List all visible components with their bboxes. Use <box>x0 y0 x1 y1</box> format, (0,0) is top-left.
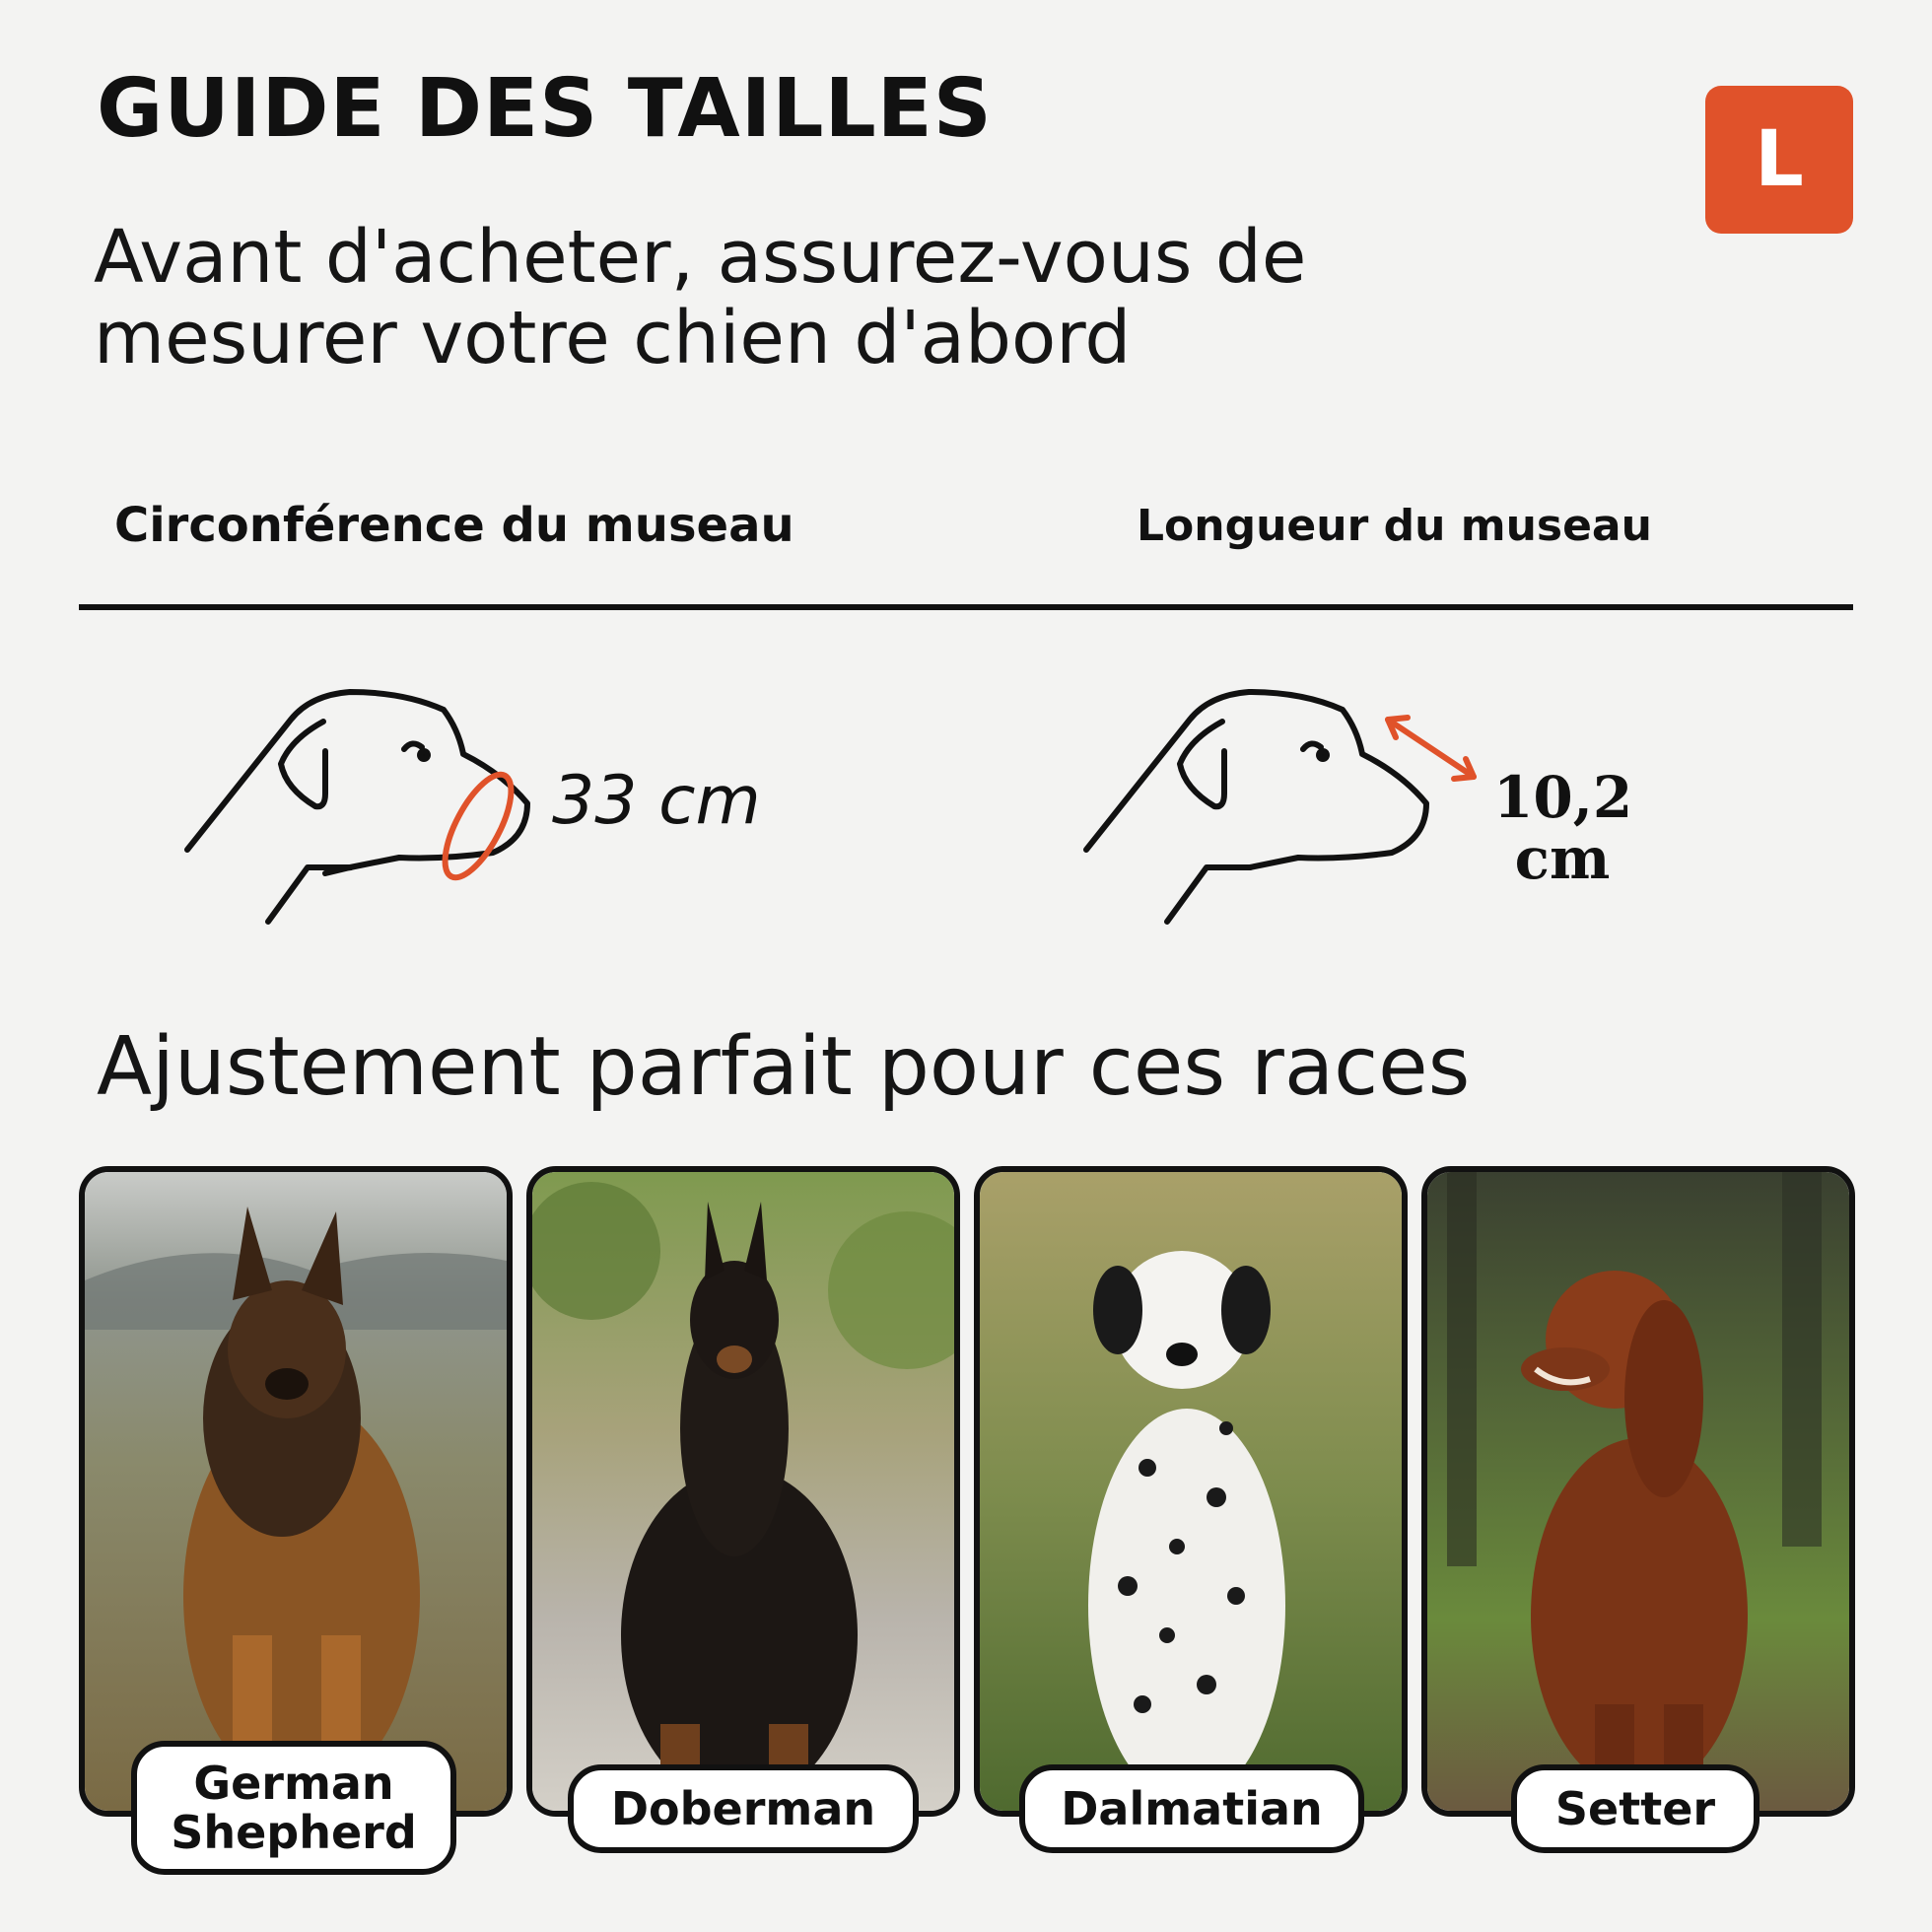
breed-label-german-shepherd: German Shepherd <box>131 1741 456 1875</box>
circumference-value: 33 cm <box>552 762 761 840</box>
dog-head-circumference-icon <box>177 680 542 936</box>
breed-label-setter: Setter <box>1511 1764 1760 1853</box>
length-value: 10,2 cm <box>1493 764 1633 892</box>
breed-photo-doberman <box>526 1166 960 1817</box>
breed-label-dalmatian: Dalmatian <box>1019 1764 1364 1853</box>
size-badge: L <box>1705 86 1853 234</box>
breed-label-doberman: Doberman <box>568 1764 919 1853</box>
circumference-header: Circonférence du museau <box>114 498 794 553</box>
page-title: GUIDE DES TAILLES <box>97 62 993 156</box>
dog-head-length-icon <box>1074 680 1488 936</box>
page-subtitle: Avant d'acheter, assurez-vous de mesurer votre chien d'abord <box>94 215 1307 380</box>
breed-photo-german-shepherd <box>79 1166 513 1817</box>
header-divider <box>79 604 1853 610</box>
length-header: Longueur du museau <box>1137 501 1652 551</box>
breed-photo-setter <box>1421 1166 1855 1817</box>
breeds-heading: Ajustement parfait pour ces races <box>97 1020 1471 1114</box>
breed-photo-dalmatian <box>974 1166 1408 1817</box>
